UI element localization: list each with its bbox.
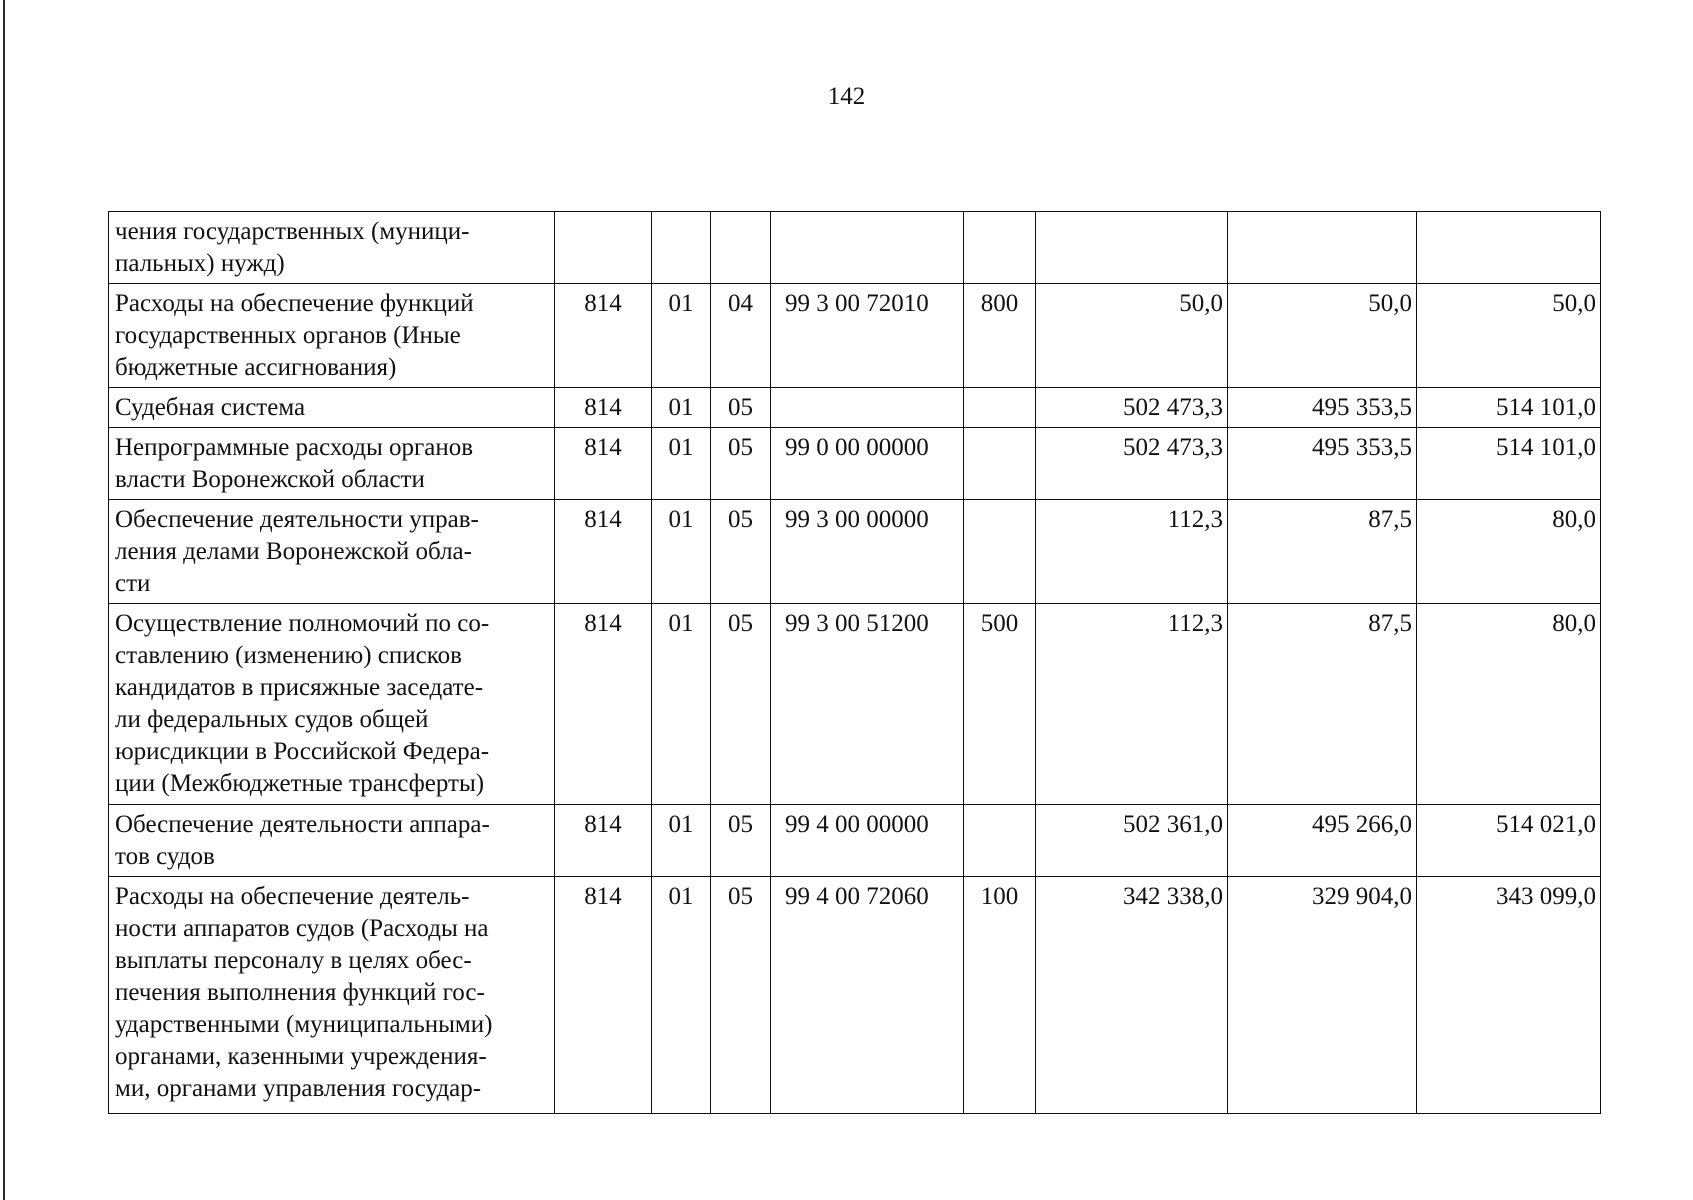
cell-section-code	[652, 212, 711, 284]
cell-subsection-code: 05	[711, 877, 771, 1114]
cell-subsection-code: 05	[711, 428, 771, 500]
cell-ved-code: 814	[555, 805, 652, 877]
expense-name-line: печения выполнения функций гос-	[115, 979, 485, 1006]
cell-amount-year3: 514 101,0	[1417, 388, 1601, 428]
cell-amount-year1: 502 473,3	[1036, 388, 1228, 428]
cell-target-article	[771, 388, 964, 428]
expense-name-line: ставлению (изменению) списков	[115, 642, 462, 669]
table-row	[109, 428, 1601, 500]
expense-name-line: ности аппаратов судов (Расходы на	[115, 915, 489, 942]
cell-subsection-code: 05	[711, 604, 771, 805]
cell-amount-year3: 514 101,0	[1417, 428, 1601, 500]
expense-name-line: Обеспечение деятельности управ-	[115, 506, 479, 533]
expense-name-line: пальных) нужд)	[115, 250, 285, 277]
cell-expense-type: 800	[964, 284, 1036, 388]
expense-name-line: Расходы на обеспечение функций	[115, 290, 474, 317]
cell-target-article: 99 3 00 00000	[771, 500, 964, 604]
cell-target-article: 99 4 00 72060	[771, 877, 964, 1114]
cell-expense-name	[109, 388, 555, 428]
cell-expense-name	[109, 604, 555, 805]
cell-amount-year3: 514 021,0	[1417, 805, 1601, 877]
cell-amount-year1: 342 338,0	[1036, 877, 1228, 1114]
table-body	[109, 212, 1601, 1114]
cell-expense-type	[964, 388, 1036, 428]
cell-amount-year3	[1417, 212, 1601, 284]
cell-section-code: 01	[652, 388, 711, 428]
table-row	[109, 877, 1601, 1114]
expense-name-line: юрисдикции в Российской Федера-	[115, 738, 490, 765]
cell-amount-year3: 80,0	[1417, 500, 1601, 604]
cell-ved-code: 814	[555, 877, 652, 1114]
cell-amount-year2: 87,5	[1228, 604, 1417, 805]
expense-name-line: органами, казенными учреждения-	[115, 1043, 487, 1070]
cell-ved-code: 814	[555, 428, 652, 500]
table-row	[109, 500, 1601, 604]
table-row	[109, 604, 1601, 805]
expense-name-line: Расходы на обеспечение деятель-	[115, 883, 470, 910]
budget-table	[108, 211, 1601, 1114]
cell-subsection-code: 05	[711, 388, 771, 428]
cell-amount-year3: 50,0	[1417, 284, 1601, 388]
cell-target-article: 99 3 00 72010	[771, 284, 964, 388]
cell-expense-type: 500	[964, 604, 1036, 805]
cell-expense-type	[964, 500, 1036, 604]
cell-expense-name	[109, 212, 555, 284]
expense-name-line: ли федеральных судов общей	[115, 706, 429, 733]
cell-amount-year3: 80,0	[1417, 604, 1601, 805]
expense-name-line: сти	[115, 570, 151, 597]
table-row	[109, 388, 1601, 428]
cell-amount-year1	[1036, 212, 1228, 284]
expense-name-line: кандидатов в присяжные заседате-	[115, 674, 484, 701]
cell-amount-year1: 50,0	[1036, 284, 1228, 388]
cell-section-code: 01	[652, 428, 711, 500]
cell-amount-year1: 112,3	[1036, 604, 1228, 805]
cell-section-code: 01	[652, 805, 711, 877]
page-number: 142	[827, 83, 866, 110]
expense-name-line: чения государственных (муници-	[115, 218, 470, 245]
cell-ved-code	[555, 212, 652, 284]
expense-name-line: выплаты персоналу в целях обес-	[115, 947, 472, 974]
expense-name-line: бюджетные ассигнования)	[115, 354, 397, 381]
expense-name-line: ми, органами управления государ-	[115, 1075, 482, 1102]
expense-name-line: Осуществление полномочий по со-	[115, 610, 490, 637]
expense-name-line: государственных органов (Иные	[115, 322, 461, 349]
expense-name-line: власти Воронежской области	[115, 466, 425, 493]
cell-amount-year2	[1228, 212, 1417, 284]
cell-amount-year2: 495 353,5	[1228, 388, 1417, 428]
expense-name-line: ции (Межбюджетные трансферты)	[115, 770, 485, 797]
cell-amount-year3: 343 099,0	[1417, 877, 1601, 1114]
cell-subsection-code: 04	[711, 284, 771, 388]
expense-name-line: Обеспечение деятельности аппара-	[115, 811, 490, 838]
cell-ved-code: 814	[555, 604, 652, 805]
cell-expense-type	[964, 428, 1036, 500]
cell-amount-year2: 495 353,5	[1228, 428, 1417, 500]
table-row	[109, 284, 1601, 388]
cell-amount-year2: 50,0	[1228, 284, 1417, 388]
cell-subsection-code: 05	[711, 805, 771, 877]
cell-section-code: 01	[652, 604, 711, 805]
cell-expense-name	[109, 500, 555, 604]
cell-section-code: 01	[652, 284, 711, 388]
cell-target-article: 99 4 00 00000	[771, 805, 964, 877]
cell-amount-year2: 329 904,0	[1228, 877, 1417, 1114]
cell-section-code: 01	[652, 500, 711, 604]
table-row	[109, 805, 1601, 877]
expense-name-line: ударственными (муниципальными)	[115, 1011, 493, 1038]
cell-target-article	[771, 212, 964, 284]
cell-amount-year1: 502 473,3	[1036, 428, 1228, 500]
cell-expense-type: 100	[964, 877, 1036, 1114]
cell-expense-name	[109, 805, 555, 877]
page-edge-line	[3, 0, 5, 1200]
expense-name-line: Судебная система	[115, 394, 306, 421]
cell-target-article: 99 0 00 00000	[771, 428, 964, 500]
cell-amount-year1: 502 361,0	[1036, 805, 1228, 877]
cell-expense-name	[109, 428, 555, 500]
cell-expense-type	[964, 212, 1036, 284]
cell-subsection-code	[711, 212, 771, 284]
table-row	[109, 212, 1601, 284]
cell-section-code: 01	[652, 877, 711, 1114]
cell-subsection-code: 05	[711, 500, 771, 604]
cell-expense-name	[109, 284, 555, 388]
expense-name-line: ления делами Воронежской обла-	[115, 538, 472, 565]
cell-target-article: 99 3 00 51200	[771, 604, 964, 805]
cell-amount-year2: 495 266,0	[1228, 805, 1417, 877]
cell-ved-code: 814	[555, 284, 652, 388]
cell-amount-year2: 87,5	[1228, 500, 1417, 604]
cell-ved-code: 814	[555, 388, 652, 428]
expense-name-line: Непрограммные расходы органов	[115, 434, 474, 461]
expense-name-line: тов судов	[115, 843, 215, 870]
cell-ved-code: 814	[555, 500, 652, 604]
cell-amount-year1: 112,3	[1036, 500, 1228, 604]
cell-expense-type	[964, 805, 1036, 877]
cell-expense-name	[109, 877, 555, 1114]
